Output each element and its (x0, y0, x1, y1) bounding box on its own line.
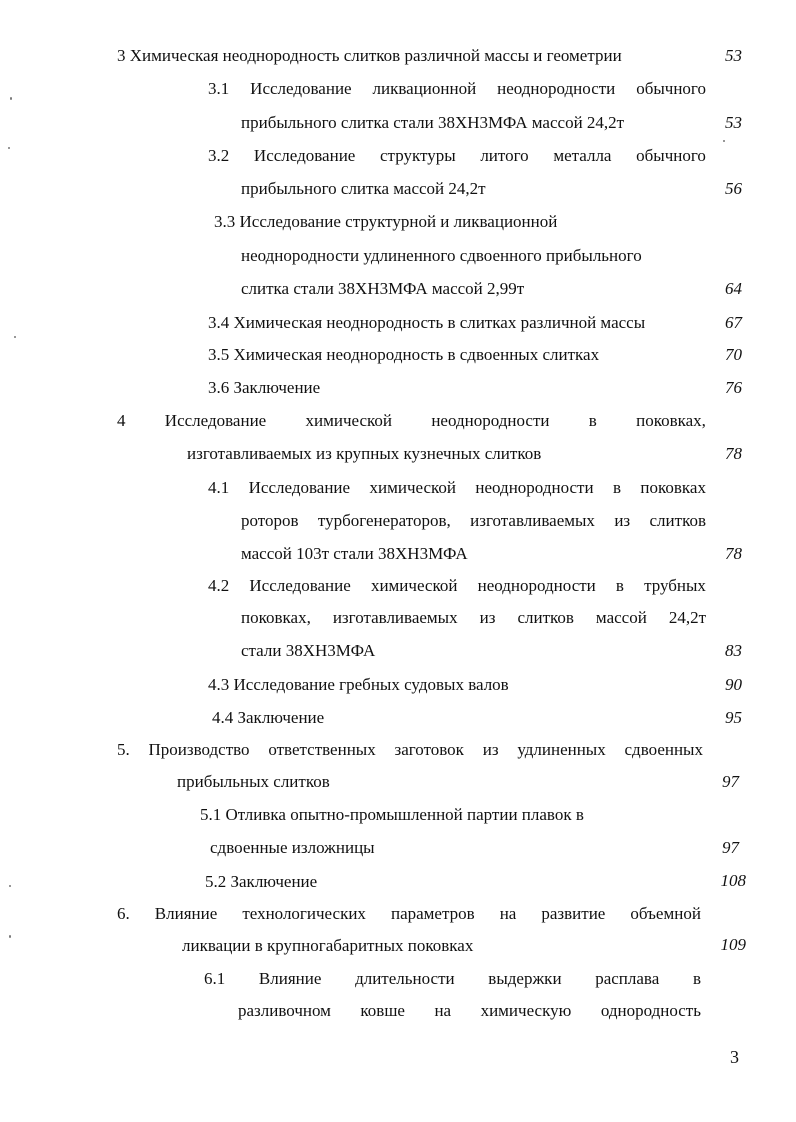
toc-entry-6-line2: ликвации в крупногабаритных поковках (182, 936, 474, 955)
toc-entry-5-line1: 5. Производство ответственных заготовок из удлиненных сдвоенных (117, 740, 703, 759)
toc-page-3: 53 (725, 46, 742, 65)
toc-entry-3: 3 Химическая неоднородность слитков различной массы и геометрии (117, 46, 622, 65)
toc-entry-3-1-line2: прибыльного слитка стали 38ХН3МФА массой 24,2т (241, 113, 625, 132)
scan-speck (9, 935, 11, 938)
toc-entry-3-3-line1: 3.3 Исследование структурной и ликвационной (214, 212, 558, 231)
toc-page-3-1: 53 (725, 113, 742, 132)
toc-page-5: 97 (722, 772, 739, 791)
toc-entry-4-3: 4.3 Исследование гребных судовых валов (208, 675, 509, 694)
toc-entry-5-1-line2: сдвоенные изложницы (210, 838, 375, 857)
toc-entry-3-6: 3.6 Заключение (208, 378, 321, 397)
toc-entry-6-1-line1: 6.1 Влияние длительности выдержки расплава в (204, 969, 701, 988)
toc-entry-4-1-line2: роторов турбогенераторов, изготавливаемых из слитков (241, 511, 706, 530)
toc-entry-3-3-line3: слитка стали 38ХН3МФА массой 2,99т (241, 279, 525, 298)
scan-speck (14, 336, 16, 338)
toc-page-3-4: 67 (725, 313, 742, 332)
scan-speck (723, 140, 725, 142)
toc-page-4-3: 90 (725, 675, 742, 694)
toc-entry-3-1-line1: 3.1 Исследование ликвационной неоднородности обычного (208, 79, 706, 98)
toc-entry-6-line1: 6. Влияние технологических параметров на развитие объемной (117, 904, 701, 923)
page-number: 3 (730, 1047, 739, 1067)
scan-speck (8, 147, 10, 149)
toc-page-4-1: 78 (725, 544, 742, 563)
toc-entry-4-2-line2: поковках, изготавливаемых из слитков массой 24,2т (241, 608, 706, 627)
toc-page-3-3: 64 (725, 279, 742, 298)
toc-entry-3-3-line2: неоднородности удлиненного сдвоенного прибыльного (241, 246, 642, 265)
toc-entry-4-4: 4.4 Заключение (212, 708, 325, 727)
toc-page-5-1: 97 (722, 838, 739, 857)
toc-entry-4-1-line1: 4.1 Исследование химической неоднородности в поковках (208, 478, 706, 497)
toc-entry-3-4: 3.4 Химическая неоднородность в слитках различной массы (208, 313, 646, 332)
toc-entry-6-1-line2: разливочном ковше на химическую однородность (238, 1001, 701, 1020)
toc-entry-4-2-line3: стали 38ХН3МФА (241, 641, 376, 660)
toc-page-4: 78 (725, 444, 742, 463)
toc-entry-4-line2: изготавливаемых из крупных кузнечных слитков (187, 444, 542, 463)
toc-page-4-4: 95 (725, 708, 742, 727)
toc-page-3-6: 76 (725, 378, 742, 397)
scan-speck (10, 97, 12, 100)
toc-page-3-5: 70 (725, 345, 742, 364)
toc-entry-3-2-line1: 3.2 Исследование структуры литого металла обычного (208, 146, 706, 165)
toc-entry-4-2-line1: 4.2 Исследование химической неоднородности в трубных (208, 576, 706, 595)
toc-entry-4-line1: 4 Исследование химической неоднородности в поковках, (117, 411, 706, 430)
toc-entry-4-1-line3: массой 103т стали 38ХН3МФА (241, 544, 468, 563)
toc-entry-5-1-line1: 5.1 Отливка опытно-промышленной партии плавок в (200, 805, 584, 824)
scan-speck (9, 885, 11, 887)
toc-page-4-2: 83 (725, 641, 742, 660)
toc-entry-3-5: 3.5 Химическая неоднородность в сдвоенных слитках (208, 345, 600, 364)
toc-entry-5-line2: прибыльных слитков (177, 772, 330, 791)
toc-page-5-2: 108 (720, 871, 746, 890)
toc-entry-5-2: 5.2 Заключение (205, 872, 318, 891)
toc-entry-3-2-line2: прибыльного слитка массой 24,2т (241, 179, 486, 198)
toc-page-6: 109 (720, 935, 746, 954)
toc-page-3-2: 56 (725, 179, 742, 198)
